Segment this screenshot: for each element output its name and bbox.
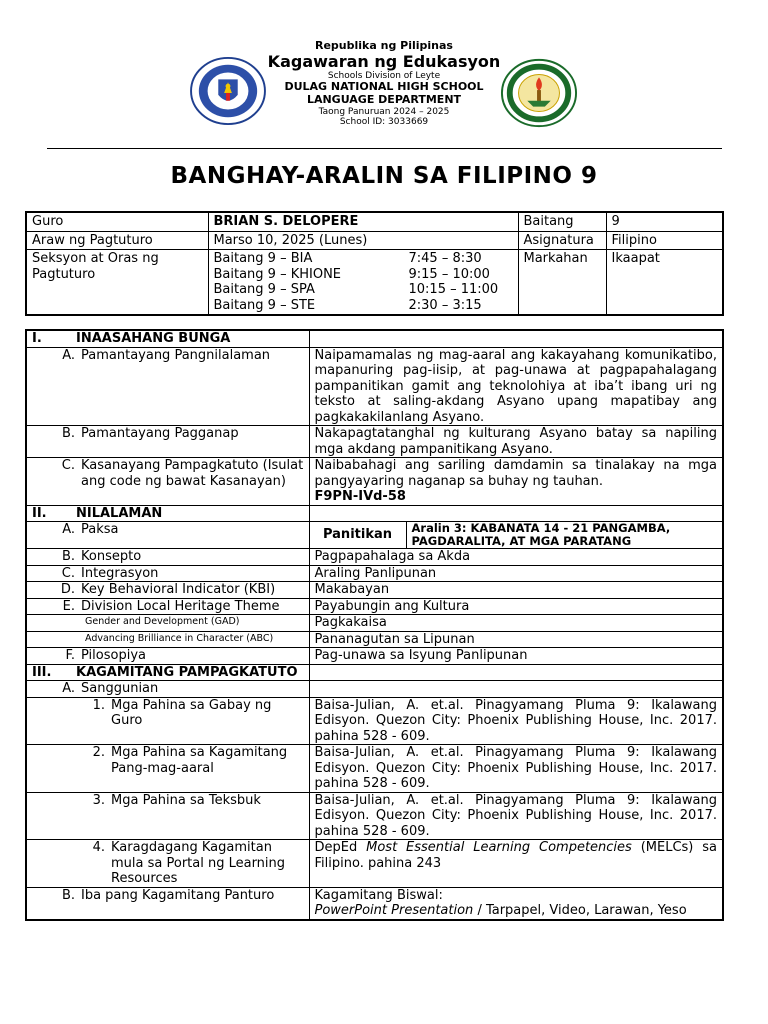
- deped-seal-icon: [189, 56, 267, 126]
- baitang-value: 9: [606, 212, 723, 231]
- section-row-inaasahang-bunga: [26, 330, 723, 347]
- section-number: I.: [32, 331, 42, 346]
- baitang-label: Baitang: [518, 212, 606, 231]
- table-row: D. Key Behavioral Indicator (KBI) Makabayan: [26, 582, 723, 599]
- table-row: [26, 615, 723, 632]
- table-row: [26, 231, 723, 250]
- school-id: School ID: 3033669: [339, 117, 429, 127]
- table-row: 1. Mga Pahina sa Gabay ng Guro Baisa-Julian, A. et.al. Pinagyamang Pluma 9: Ikalawang Edisyon. Quezon City: Phoenix Publishing House, Inc. 2017. pahina 528 - 609.: [26, 697, 723, 745]
- schedule-row: [214, 298, 513, 314]
- item-marker: B.: [61, 426, 75, 441]
- item-label: Paksa: [81, 522, 119, 537]
- konsepto-value: Pagpapahalaga sa Akda: [309, 549, 723, 566]
- seksyon-label: Seksyon at Oras ng Pagtuturo: [26, 250, 208, 316]
- table-row: [26, 522, 723, 549]
- paksa-value: [309, 522, 723, 549]
- section-row-nilalaman: [26, 505, 723, 522]
- markahan-label: Markahan: [518, 250, 606, 316]
- school-name: DULAG NATIONAL HIGH SCHOOL: [284, 80, 484, 94]
- table-row: [26, 426, 723, 458]
- markahan-value: Ikaapat: [606, 250, 723, 316]
- division-text: Schools Division of Leyte: [327, 71, 441, 82]
- kbi-value: Makabayan: [309, 582, 723, 599]
- karagdagang-value: DepEd Most Essential Learning Competencies (MELCs) sa Filipino. pahina 243: [309, 840, 723, 888]
- language-department: LANGUAGE DEPARTMENT: [306, 93, 462, 107]
- iba-pang-kagamitan-value: Kagamitang Biswal: PowerPoint Presentation / Tarpapel, Video, Larawan, Yeso: [309, 887, 723, 920]
- header-divider: [47, 148, 722, 149]
- araw-value: Marso 10, 2025 (Lunes): [208, 231, 518, 250]
- section-title: NILALAMAN: [76, 505, 163, 521]
- table-row: [26, 212, 723, 231]
- integrasyon-value: Araling Panlipunan: [309, 565, 723, 582]
- table-row: B. Konsepto Pagpapahalaga sa Akda: [26, 549, 723, 566]
- table-row: [26, 250, 723, 316]
- guro-value: BRIAN S. DELOPERE: [208, 212, 518, 231]
- table-row: B. Iba pang Kagamitang Panturo Kagamitang Biswal: PowerPoint Presentation / Tarpapel, Video, Larawan, Yeso: [26, 887, 723, 920]
- schedule-time: 7:45 – 8:30: [408, 251, 482, 266]
- schedule-time: 2:30 – 3:15: [408, 297, 482, 313]
- abc-value: Pananagutan sa Lipunan: [309, 631, 723, 648]
- abc-label: Advancing Brilliance in Character (ABC): [26, 631, 309, 648]
- table-row: C. Integrasyon Araling Panlipunan: [26, 565, 723, 582]
- table-row: [26, 458, 723, 506]
- table-row: [26, 347, 723, 426]
- schedule-row: [214, 251, 513, 267]
- guro-label: Guro: [26, 212, 208, 231]
- table-row: 4. Karagdagang Kagamitan mula sa Portal ng Learning Resources DepEd Most Essential Learning Competencies (MELCs) sa Filipino. pahina 243: [26, 840, 723, 888]
- table-row: A. Sanggunian: [26, 681, 723, 698]
- schedule-time: 10:15 – 11:00: [408, 282, 499, 297]
- pamantayang-pagganap-value: Nakapagtatanghal ng kulturang Asyano batay sa napiling mga akdang pampanitikang Asyano.: [309, 426, 723, 458]
- info-table: [25, 211, 724, 316]
- item-label: Pamantayang Pangnilalaman: [81, 347, 271, 363]
- schedule-section: Baitang 9 – BIA: [213, 251, 313, 266]
- item-marker: C.: [61, 458, 75, 473]
- section-row-kagamitang: [26, 664, 723, 681]
- table-row: 3. Mga Pahina sa Teksbuk Baisa-Julian, A. et.al. Pinagyamang Pluma 9: Ikalawang Edisyon. Quezon City: Phoenix Publishing House, Inc. 2017. pahina 528 - 609.: [26, 792, 723, 840]
- document-title: BANGHAY-ARALIN SA FILIPINO 9: [170, 163, 598, 189]
- paksa-sub-label: Panitikan: [310, 522, 407, 548]
- schedule-time: 9:15 – 10:00: [408, 266, 490, 282]
- reference-value: Baisa-Julian, A. et.al. Pinagyamang Pluma 9: Ikalawang Edisyon. Quezon City: Phoenix Publishing House, Inc. 2017. pahina 528 - 609.: [309, 792, 723, 840]
- dulag-nhs-seal-icon: [500, 57, 578, 129]
- schedule-row: [214, 267, 513, 283]
- asignatura-value: Filipino: [606, 231, 723, 250]
- letterhead: [0, 40, 768, 127]
- school-year: Taong Panuruan 2024 – 2025: [318, 106, 450, 117]
- pilosopiya-value: Pag-unawa sa Isyung Panlipunan: [309, 648, 723, 665]
- reference-value: Baisa-Julian, A. et.al. Pinagyamang Pluma 9: Ikalawang Edisyon. Quezon City: Phoenix Publishing House, Inc. 2017. pahina 528 - 609.: [309, 697, 723, 745]
- republic-text: Republika ng Pilipinas: [315, 39, 453, 52]
- gad-label: Gender and Development (GAD): [26, 615, 309, 632]
- pamantayang-pangnilalaman-value: Naipamamalas ng mag-aaral ang kakayahang komunikatibo, mapanuring pag-iisip, at pag-unawa at pagpapahalagang pampanitikan gamit ang teknolohiya at iba’t ibang uri ng teksto at saling-akdang Asyano upang mapatibay ang pagkakakilanlang Asyano.: [309, 347, 723, 426]
- schedule-row: [214, 282, 513, 298]
- schedule-section: Baitang 9 – SPA: [213, 282, 315, 297]
- gad-value: Pagkakaisa: [309, 615, 723, 632]
- item-marker: A.: [62, 522, 75, 537]
- table-row: F. Pilosopiya Pag-unawa sa Isyung Panlipunan: [26, 648, 723, 665]
- item-label: Kasanayang Pampagkatuto (Isulat ang code ng bawat Kasanayan): [81, 458, 304, 489]
- item-label: Pamantayang Pagganap: [81, 426, 239, 441]
- section-title: INAASAHANG BUNGA: [76, 331, 231, 346]
- lesson-plan-table: [25, 329, 724, 921]
- section-number: II.: [32, 505, 47, 521]
- table-row: 2. Mga Pahina sa Kagamitang Pang-mag-aaral Baisa-Julian, A. et.al. Pinagyamang Pluma 9: Ikalawang Edisyon. Quezon City: Phoenix Publishing House, Inc. 2017. pahina 528 - 609.: [26, 745, 723, 793]
- reference-value: Baisa-Julian, A. et.al. Pinagyamang Pluma 9: Ikalawang Edisyon. Quezon City: Phoenix Publishing House, Inc. 2017. pahina 528 - 609.: [309, 745, 723, 793]
- kasanayang-value: Naibabahagi ang sariling damdamin sa tinalakay na mga pangyayaring naganap sa buhay ng tauhan. F9PN-IVd-58: [309, 458, 723, 506]
- schedule-section: Baitang 9 – KHIONE: [213, 266, 342, 282]
- schedule-section: Baitang 9 – STE: [213, 297, 316, 313]
- asignatura-label: Asignatura: [518, 231, 606, 250]
- department-text: Kagawaran ng Edukasyon: [267, 51, 501, 71]
- schedule-cell: [208, 250, 518, 316]
- aralin-prefix: Aralin 3:: [411, 521, 471, 535]
- table-row: E. Division Local Heritage Theme Payabungin ang Kultura: [26, 598, 723, 615]
- dlht-value: Payabungin ang Kultura: [309, 598, 723, 615]
- table-row: [26, 631, 723, 648]
- item-marker: A.: [62, 347, 75, 363]
- aralin-title: KABANATA 14 - 21 PANGAMBA, PAGDARALITA, AT MGA PARATANG: [411, 521, 671, 548]
- competency-code: F9PN-IVd-58: [314, 489, 406, 504]
- araw-label: Araw ng Pagtuturo: [26, 231, 208, 250]
- section-number: III.: [32, 664, 52, 680]
- section-title: KAGAMITANG PAMPAGKATUTO: [76, 664, 298, 680]
